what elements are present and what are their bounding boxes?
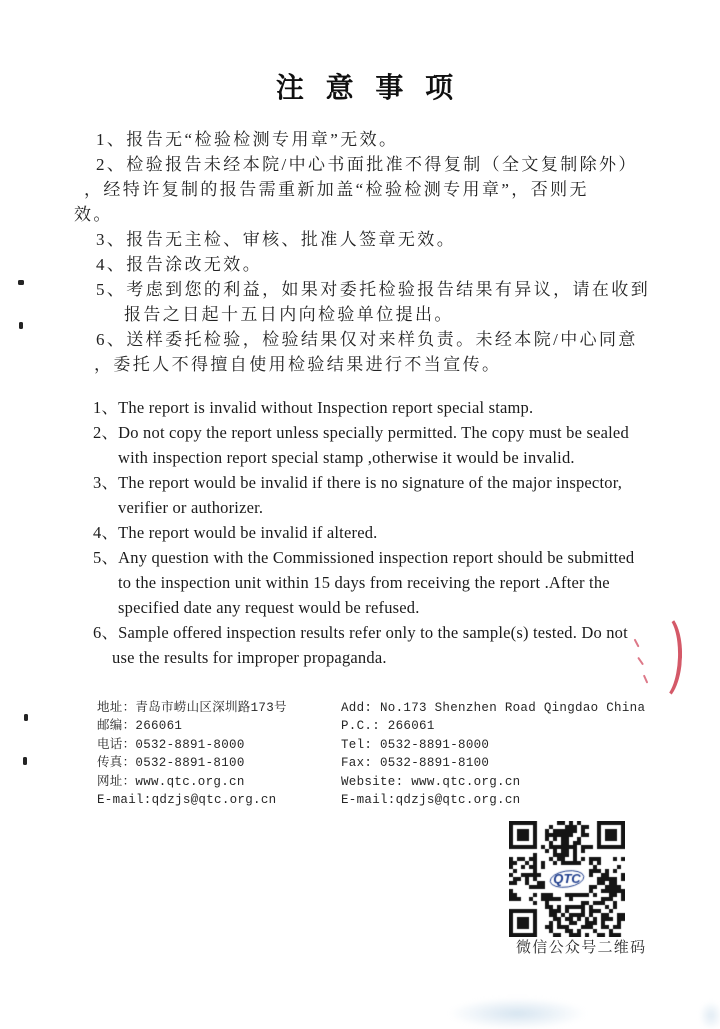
en-note-line-6: 4、The report would be invalid if altered.: [93, 523, 378, 542]
cn-note-line-8: 报告之日起十五日内向检验单位提出。: [124, 305, 454, 324]
scan-speck: [18, 280, 24, 285]
contact-cn-fax: 传真：0532-8891-8100: [97, 756, 245, 771]
scan-smudge: [450, 998, 585, 1029]
cn-note-line-10: ，委托人不得擅自使用检验结果进行不当宣传。: [94, 355, 502, 374]
contact-cn-email: E-mail:qdzjs@qtc.org.cn: [97, 793, 277, 808]
scan-speck: [19, 322, 23, 329]
en-note-line-2: 2、Do not copy the report unless specially permitted. The copy must be sealed: [93, 423, 629, 442]
en-note-line-8: to the inspection unit within 15 days from receiving the report .After the: [118, 573, 610, 592]
contact-en-phone: Tel: 0532-8891-8000: [341, 737, 490, 752]
english-notes: [0, 395, 720, 670]
scan-smudge: [700, 1002, 720, 1029]
en-note-line-9: specified date any request would be refused.: [118, 598, 420, 617]
contact-en-email: E-mail:qdzjs@qtc.org.cn: [341, 793, 521, 808]
page-title: 注 意 事 项: [275, 72, 461, 103]
cn-note-line-4: 效。: [74, 205, 113, 224]
scan-speck: [24, 714, 28, 721]
chinese-notes: [0, 127, 720, 377]
en-note-line-5: verifier or authorizer.: [118, 498, 264, 517]
contact-en-website: Website: www.qtc.org.cn: [341, 774, 521, 789]
wechat-qr-code: [509, 821, 625, 937]
contact-cn-address: 地址：青岛市崂山区深圳路173号: [97, 701, 287, 715]
contact-block: [97, 699, 671, 809]
contact-cn-website: 网址：www.qtc.org.cn: [97, 774, 245, 789]
cn-note-line-6: 4、报告涂改无效。: [96, 255, 263, 274]
contact-en-fax: Fax: 0532-8891-8100: [341, 756, 490, 771]
en-note-line-3: with inspection report special stamp ,otherwise it would be invalid.: [118, 448, 575, 467]
scan-speck: [23, 757, 27, 765]
qr-caption: 微信公众号二维码: [516, 940, 647, 956]
contact-cn-phone: 电话：0532-8891-8000: [97, 737, 245, 752]
contact-en-address: Add: No.173 Shenzhen Road Qingdao China: [341, 701, 646, 715]
contact-cn-postcode: 邮编：266061: [97, 719, 183, 734]
cn-note-line-1: 1、报告无“检验检测专用章”无效。: [96, 130, 399, 149]
cn-note-line-5: 3、报告无主检、审核、批准人签章无效。: [96, 230, 457, 249]
en-note-line-4: 3、The report would be invalid if there is no signature of the major inspector,: [93, 473, 623, 492]
cn-note-line-2: 2、检验报告未经本院/中心书面批准不得复制（全文复制除外）: [96, 155, 638, 174]
contact-english-column: [341, 699, 671, 809]
cn-note-line-3: ，经特许复制的报告需重新加盖“检验检测专用章”，否则无: [84, 180, 589, 199]
en-note-line-7: 5、Any question with the Commissioned inspection report should be submitted: [93, 548, 635, 567]
contact-chinese-column: [97, 699, 341, 809]
en-note-line-11: use the results for improper propaganda.: [112, 648, 387, 667]
en-note-line-10: 6、Sample offered inspection results refer only to the sample(s) tested. Do not: [93, 623, 628, 642]
en-note-line-1: 1、The report is invalid without Inspection report special stamp.: [93, 398, 534, 417]
cn-note-line-7: 5、考虑到您的利益，如果对委托检验报告结果有异议，请在收到: [96, 280, 651, 299]
cn-note-line-9: 6、送样委托检验，检验结果仅对来样负责。未经本院/中心同意: [96, 330, 638, 349]
contact-en-postcode: P.C.: 266061: [341, 719, 435, 734]
